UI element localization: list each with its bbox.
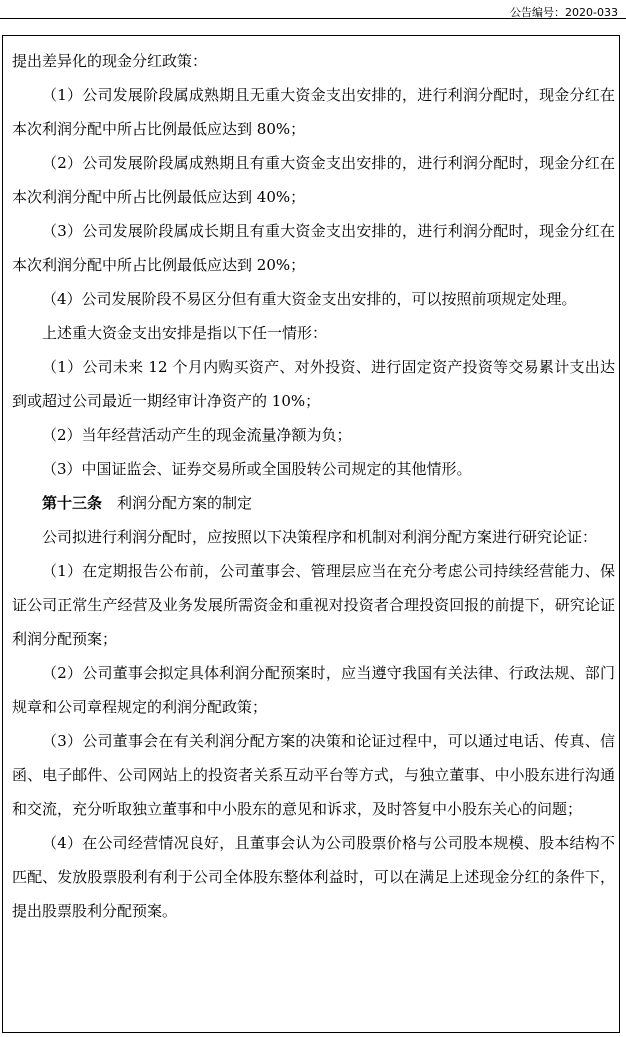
paragraph: （4）在公司经营情况良好，且董事会认为公司股票价格与公司股本规模、股本结构不匹配、发放股票股利有利于公司全体股东整体利益时，可以在满足上述现金分红的条件下，提出股票股利分配预案。: [12, 834, 615, 920]
paragraph: （3）公司董事会在有关利润分配方案的决策和论证过程中，可以通过电话、传真、信函、电子邮件、公司网站上的投资者关系互动平台等方式，与独立董事、中小股东进行沟通和交流，充分听取独立董事和中小股东的意见和诉求，及时答复中小股东关心的问题；: [12, 732, 615, 818]
paragraph: （1）在定期报告公布前，公司董事会、管理层应当在充分考虑公司持续经营能力、保证公司正常生产经营及业务发展所需资金和重视对投资者合理投资回报的前提下，研究论证利润分配预案；: [12, 562, 615, 648]
paragraph: （1）公司发展阶段属成熟期且无重大资金支出安排的，进行利润分配时，现金分红在本次利润分配中所占比例最低应达到 80%；: [12, 86, 615, 138]
paragraph: （3）中国证监会、证券交易所或全国股转公司规定的其他情形。: [42, 460, 472, 478]
paragraph: （2）公司董事会拟定具体利润分配预案时，应当遵守我国有关法律、行政法规、部门规章和公司章程规定的利润分配政策；: [12, 664, 615, 716]
article-heading: [12, 486, 615, 520]
paragraph: 公司拟进行利润分配时，应按照以下决策程序和机制对利润分配方案进行研究论证：: [42, 528, 598, 546]
article-number: 第十三条: [42, 494, 103, 512]
paragraph: 提出差异化的现金分红政策：: [12, 52, 208, 70]
doc-number: 公告编号：2020-033: [510, 6, 618, 19]
paragraph: （2）当年经营活动产生的现金流量净额为负；: [42, 426, 352, 444]
document-body: [12, 44, 615, 928]
paragraph: （4）公司发展阶段不易区分但有重大资金支出安排的，可以按照前项规定处理。: [42, 290, 577, 308]
header-divider: [0, 18, 626, 19]
article-title: 利润分配方案的制定: [117, 494, 253, 512]
paragraph: 上述重大资金支出安排是指以下任一情形：: [42, 324, 328, 342]
paragraph: （2）公司发展阶段属成熟期且有重大资金支出安排的，进行利润分配时，现金分红在本次利润分配中所占比例最低应达到 40%；: [12, 154, 615, 206]
paragraph: （1）公司未来 12 个月内购买资产、对外投资、进行固定资产投资等交易累计支出达到或超过公司最近一期经审计净资产的 10%；: [12, 358, 615, 410]
paragraph: （3）公司发展阶段属成长期且有重大资金支出安排的，进行利润分配时，现金分红在本次利润分配中所占比例最低应达到 20%；: [12, 222, 615, 274]
